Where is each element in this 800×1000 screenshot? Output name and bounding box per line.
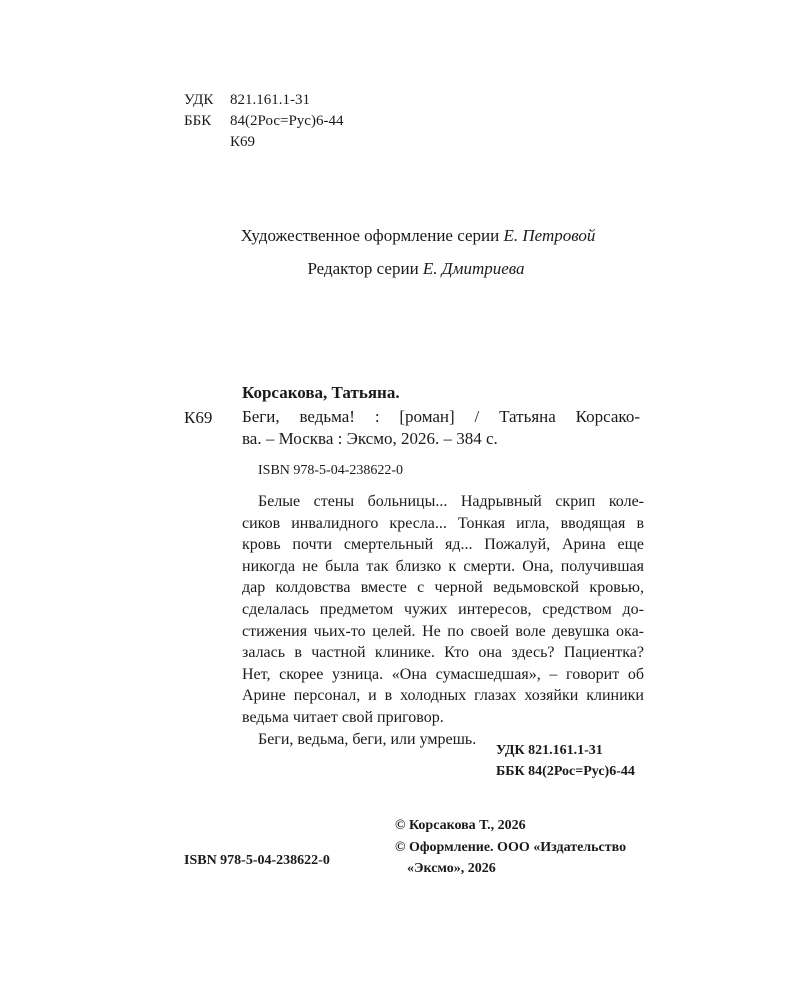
annotation-line: сделалась предметом чужих интересов, средством до- bbox=[242, 600, 644, 618]
bbk-label: ББК bbox=[184, 113, 212, 129]
annotation-line: Арине персонал, и в холодных глазах хозяйки клиники bbox=[242, 687, 644, 705]
annotation bbox=[242, 491, 644, 750]
annotation-line: стижения чьих-то целей. Не по своей воле девушка ока- bbox=[242, 622, 644, 640]
entry-isbn: ISBN 978-5-04-238622-0 bbox=[258, 463, 404, 478]
entry-description bbox=[242, 406, 640, 450]
copyright-design-line-2: «Эксмо», 2026 bbox=[407, 861, 496, 876]
udk-row bbox=[184, 90, 343, 111]
footer-isbn: ISBN 978-5-04-238622-0 bbox=[184, 853, 330, 868]
annotation-line: дар колдовства вместе с черной ведьмовской кровью, bbox=[242, 579, 644, 597]
editor-credit-name: Е. Дмитриева bbox=[422, 259, 525, 278]
bbk-bottom: ББК 84(2Рос=Рус)6-44 bbox=[496, 764, 635, 779]
editor-credit-prefix: Редактор серии bbox=[307, 259, 419, 278]
annotation-line: Белые стены больницы... Надрывный скрип коле- bbox=[258, 493, 644, 510]
annotation-line: сиков инвалидного кресла... Тонкая игла, вводящая в bbox=[242, 514, 644, 532]
design-credit-name: Е. Петровой bbox=[503, 226, 596, 245]
copyright-block bbox=[395, 815, 626, 880]
annotation-line: кровь почти смертельный яд... Пожалуй, Арина еще bbox=[242, 536, 644, 554]
classification-bottom bbox=[496, 740, 635, 782]
udk-bottom: УДК 821.161.1-31 bbox=[496, 743, 603, 758]
design-credit bbox=[18, 226, 800, 246]
author-code-row bbox=[184, 132, 343, 153]
udk-value: 821.161.1-31 bbox=[230, 92, 310, 108]
annotation-line: ведьма читает свой приговор. bbox=[242, 708, 444, 726]
annotation-line: никогда не была так близко к смерти. Она, получившая bbox=[242, 557, 644, 575]
classification-block bbox=[184, 90, 343, 153]
annotation-line: залась в частной клинике. Кто она здесь? Пациентка? bbox=[242, 644, 644, 662]
copyright-design-line-1: © Оформление. ООО «Издательство bbox=[395, 839, 627, 855]
udk-label: УДК bbox=[184, 92, 214, 108]
entry-line-2: ва. – Москва : Эксмо, 2026. – 384 с. bbox=[242, 429, 498, 448]
entry-line-1: Беги, ведьма! : [роман] / Татьяна Корсако- bbox=[242, 407, 640, 426]
bbk-value: 84(2Рос=Рус)6-44 bbox=[230, 113, 344, 129]
annotation-line: Нет, скорее узница. «Она сумасшедшая», – говорит об bbox=[242, 665, 644, 683]
copyright-author: © Корсакова Т., 2026 bbox=[395, 818, 526, 833]
editor-credit bbox=[16, 259, 800, 279]
annotation-closing: Беги, ведьма, беги, или умрешь. bbox=[258, 730, 477, 748]
entry-author: Корсакова, Татьяна. bbox=[242, 383, 400, 402]
bbk-row bbox=[184, 111, 343, 132]
author-code: К69 bbox=[230, 134, 256, 150]
entry-code: К69 bbox=[184, 408, 213, 427]
design-credit-prefix: Художественное оформление серии bbox=[240, 226, 500, 245]
